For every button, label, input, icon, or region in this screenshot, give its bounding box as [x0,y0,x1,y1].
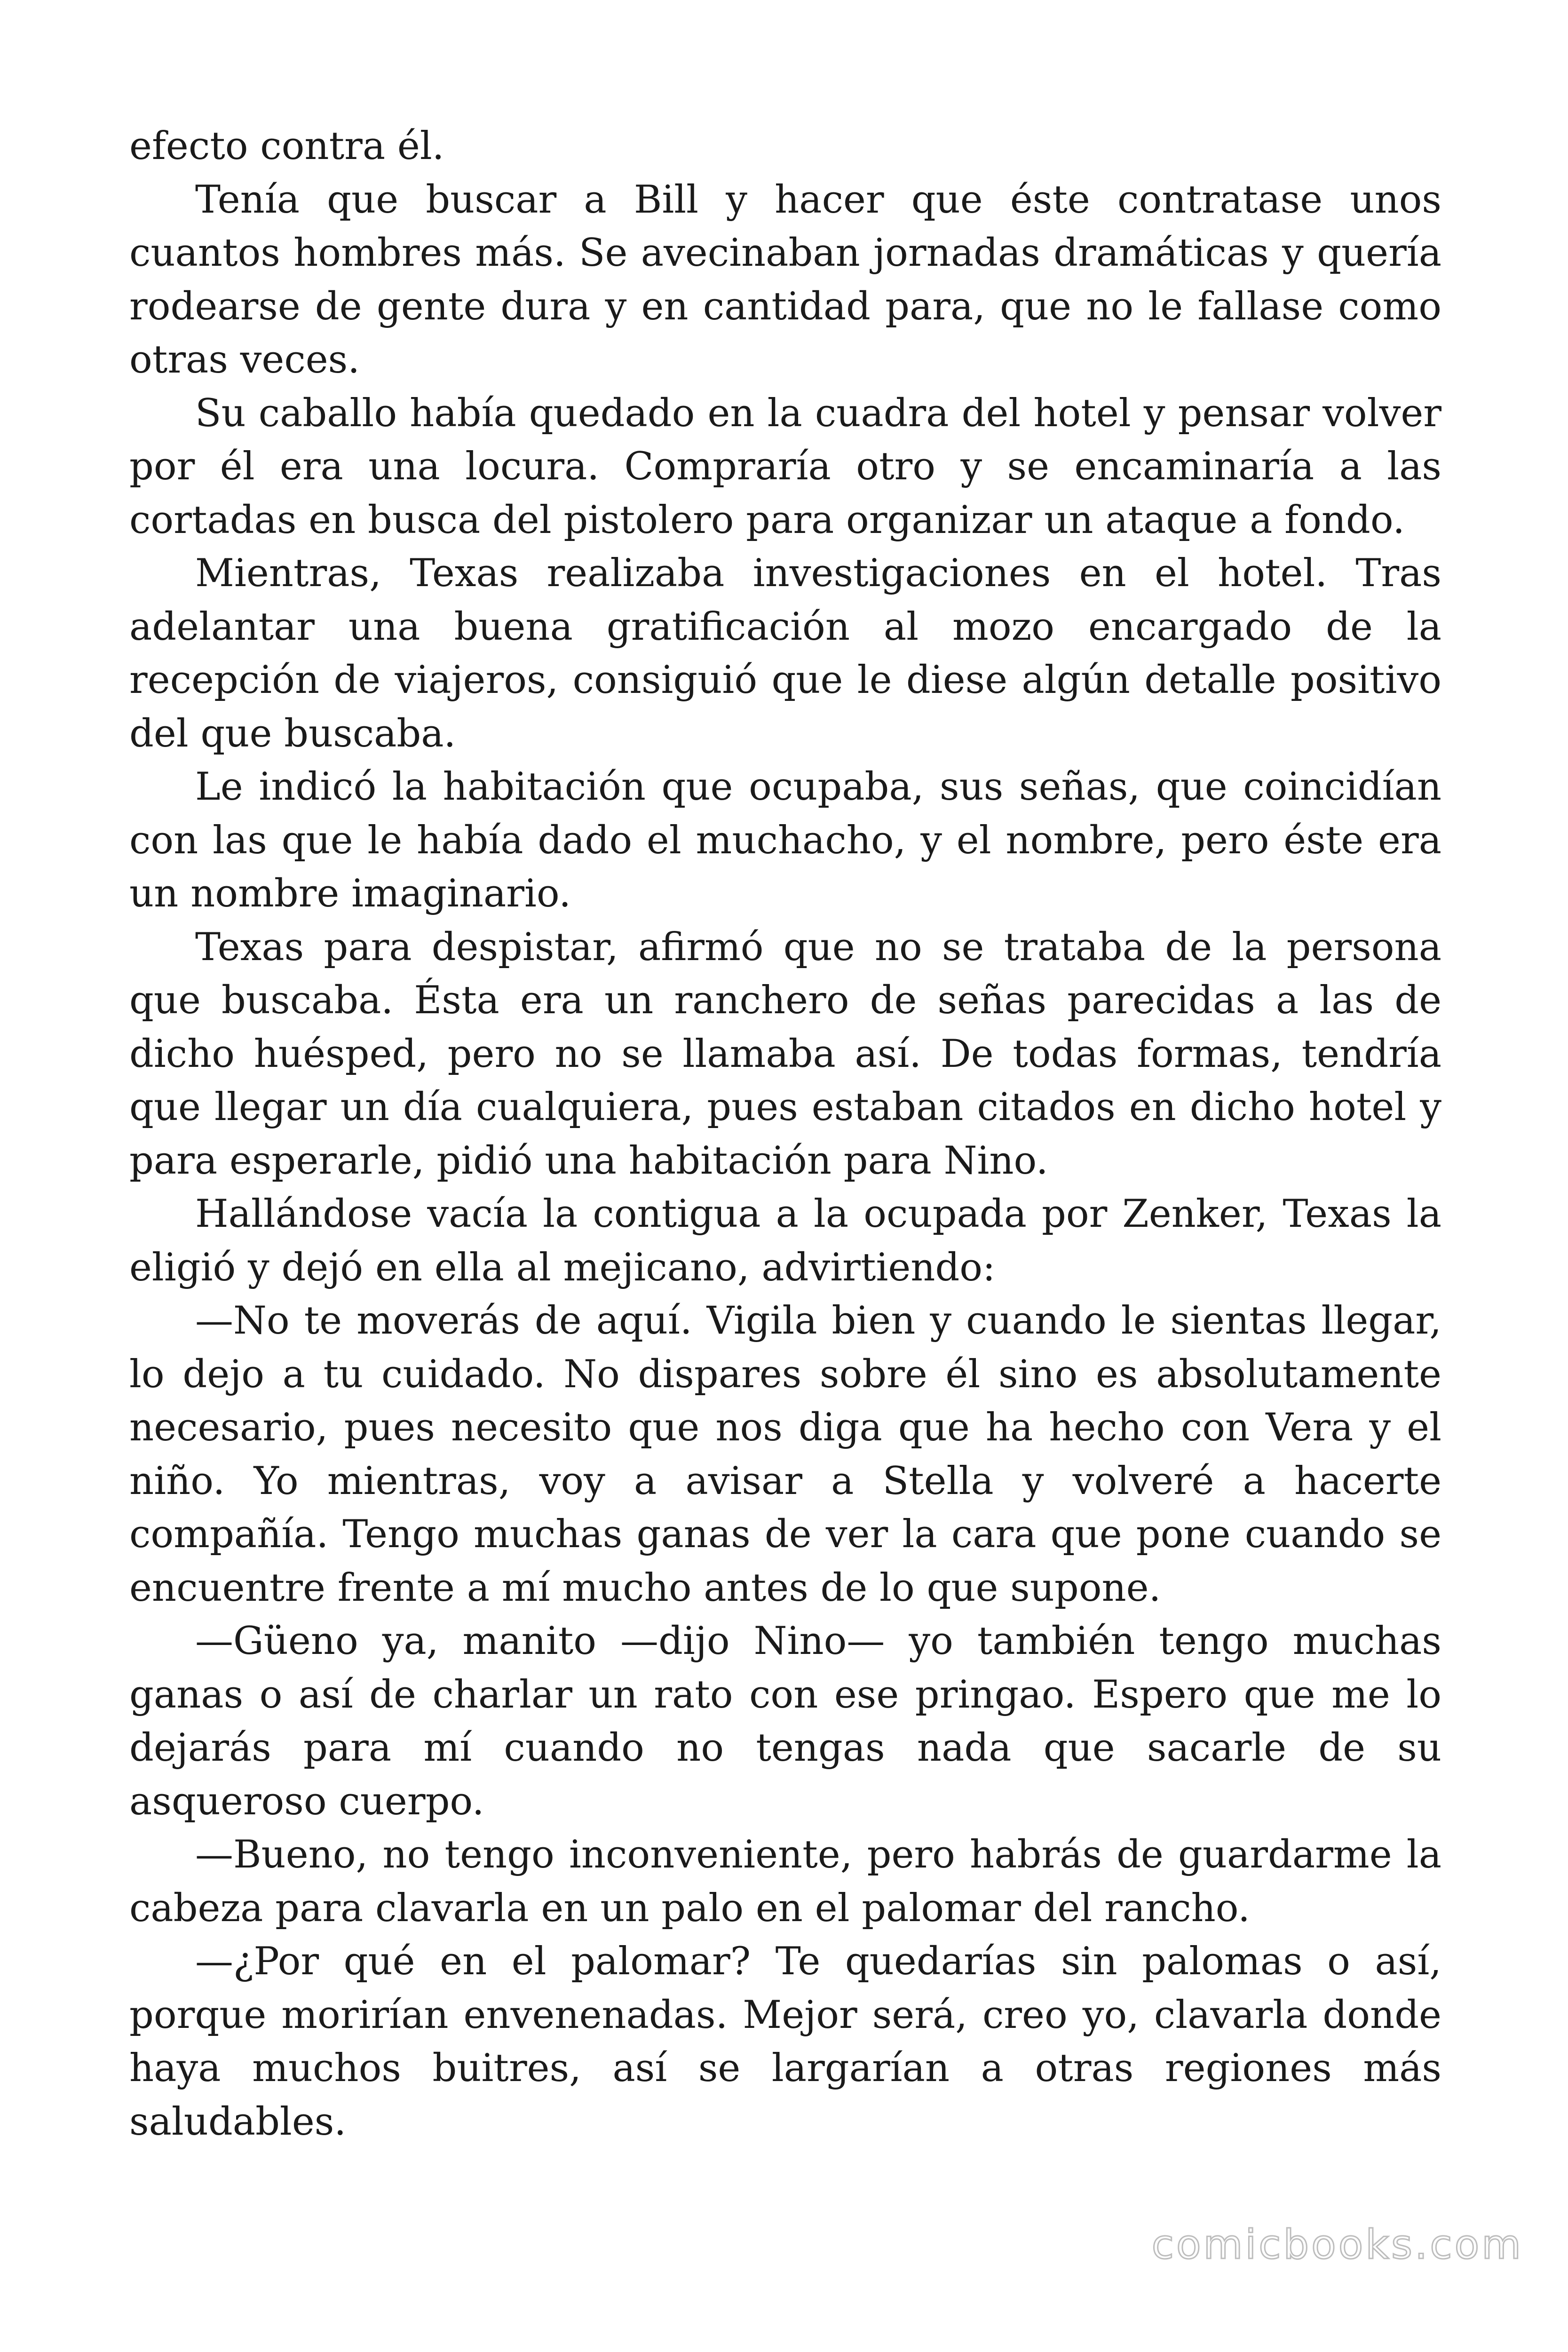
dialogue-paragraph: —¿Por qué en el palomar? Te quedarías sin palomas o así, porque morirían envenenadas. Mejor será, creo yo, clavarla donde haya muchos buitres, así se largarían a otras regiones más saludables. [129,1939,1441,2144]
paragraph: Mientras, Texas realizaba investigaciones en el hotel. Tras adelantar una buena gratificación al mozo encargado de la recepción de viajeros, consiguió que le diese algún detalle positivo del que buscaba. [129,551,1441,756]
body-text [129,120,1441,2149]
watermark: comicbooks.com [1151,2221,1523,2268]
paragraph: efecto contra él. [129,124,444,168]
dialogue-paragraph: —Güeno ya, manito —dijo Nino— yo también tengo muchas ganas o así de charlar un rato con ese pringao. Espero que me lo dejarás para mí cuando no tengas nada que sacarle de su asqueroso cuerpo. [129,1619,1441,1824]
paragraph: Su caballo había quedado en la cuadra del hotel y pensar volver por él era una locura. Compraría otro y se encaminaría a las cortadas en busca del pistolero para organizar un ataque a fondo. [129,391,1441,542]
dialogue-paragraph: —Bueno, no tengo inconveniente, pero habrás de guardarme la cabeza para clavarla en un palo en el palomar del rancho. [129,1833,1441,1931]
paragraph: Texas para despistar, afirmó que no se trataba de la persona que buscaba. Ésta era un ranchero de señas parecidas a las de dicho huésped, pero no se llamaba así. De todas formas, tendría que llegar un día cualquiera, pues estaban citados en dicho hotel y para esperarle, pidió una habitación para Nino. [129,925,1441,1183]
dialogue-paragraph: —No te moverás de aquí. Vigila bien y cuando le sientas llegar, lo dejo a tu cuidado. No dispares sobre él sino es absolutamente necesario, pues necesito que nos diga que ha hecho con Vera y el niño. Yo mientras, voy a avisar a Stella y volveré a hacerte compañía. Tengo muchas ganas de ver la cara que pone cuando se encuentre frente a mí mucho antes de lo que supone. [129,1299,1441,1610]
paragraph: Hallándose vacía la contigua a la ocupada por Zenker, Texas la eligió y dejó en ella al mejicano, advirtiendo: [129,1192,1441,1290]
paragraph: Tenía que buscar a Bill y hacer que éste contratase unos cuantos hombres más. Se avecinaban jornadas dramáticas y quería rodearse de gente dura y en cantidad para, que no le fallase como otras veces. [129,177,1441,382]
paragraph: Le indicó la habitación que ocupaba, sus señas, que coincidían con las que le había dado el muchacho, y el nombre, pero éste era un nombre imaginario. [129,765,1441,916]
